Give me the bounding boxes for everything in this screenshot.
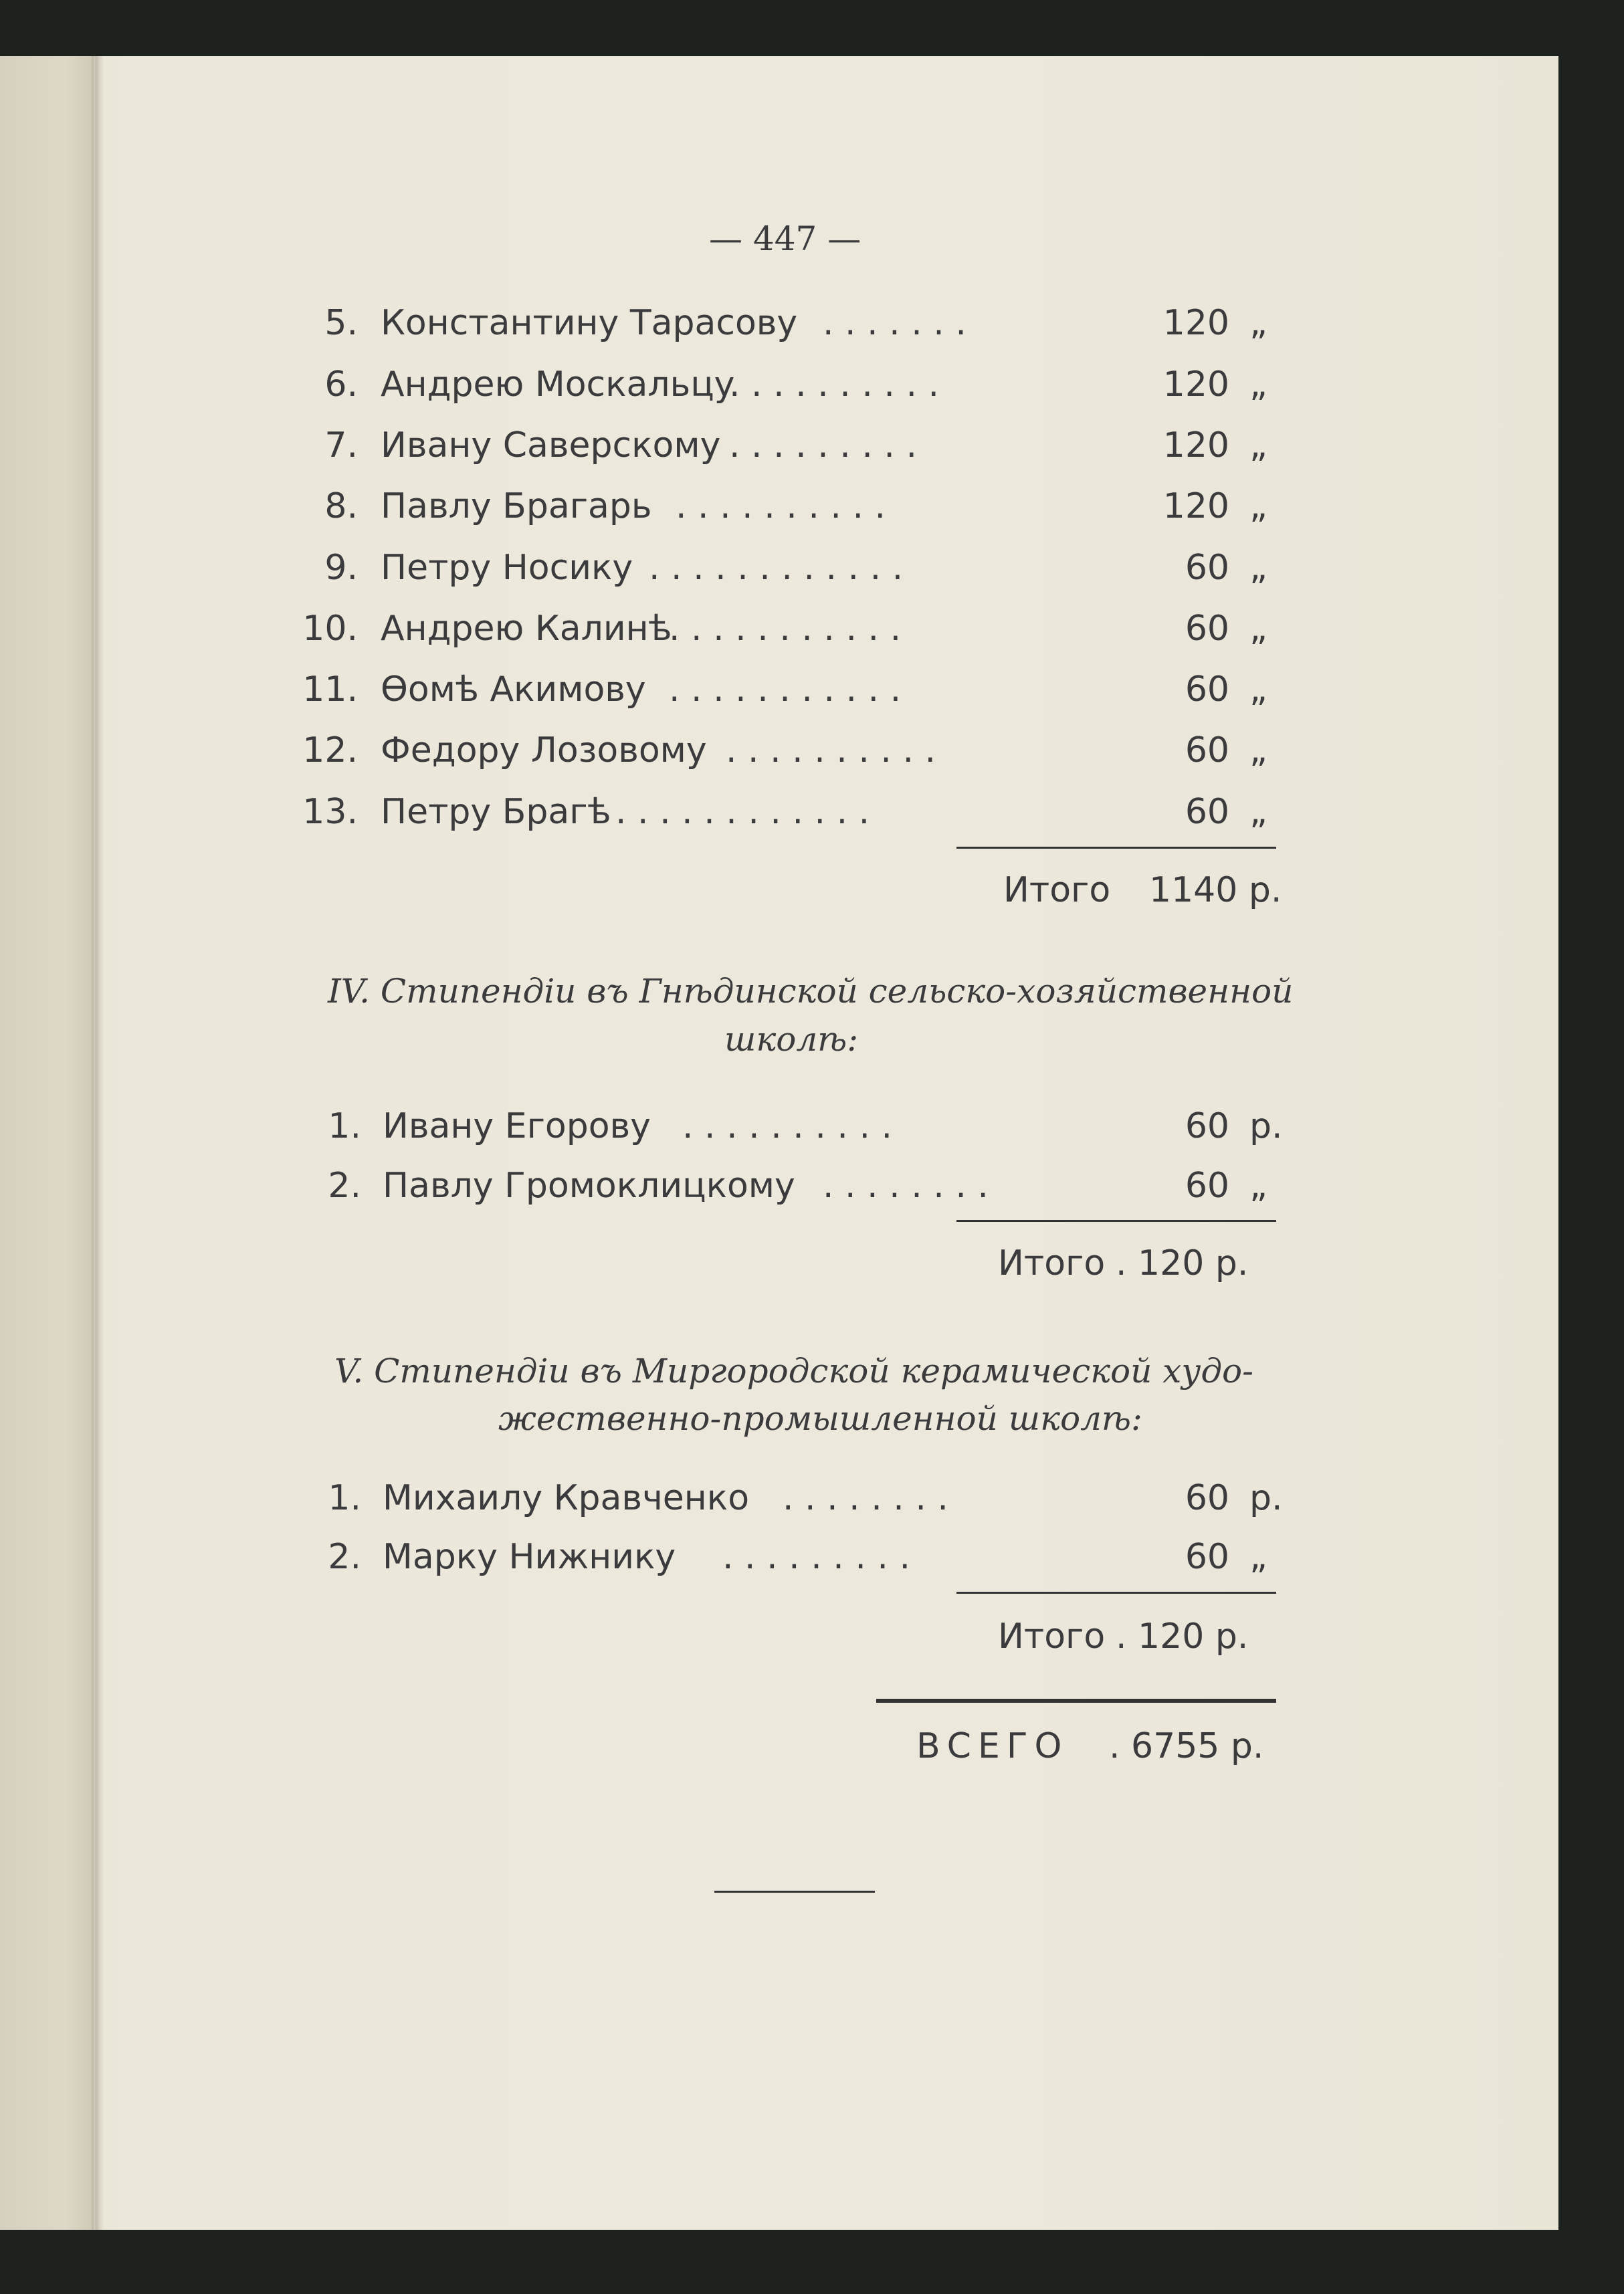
facing-page-edge: [0, 56, 94, 2230]
total-label: Итого: [1003, 870, 1111, 910]
item-amount: 120: [1162, 303, 1229, 343]
leader-dots: . . . . . . . . . . . .: [615, 792, 870, 832]
item-unit: „: [1249, 730, 1267, 770]
item-amount: 120: [1162, 486, 1229, 526]
leader-dots: . . . . . . . .: [823, 1166, 989, 1206]
leader-dots: . . . . . . . . .: [722, 1537, 910, 1577]
item-amount: 60: [1185, 669, 1229, 710]
grand-total-rule: [876, 1699, 1276, 1703]
section-heading: V. Стипендіи въ Миргородской керамической худо-: [334, 1352, 1254, 1390]
item-unit: р.: [1249, 1106, 1283, 1146]
leader-dots: . . . . . . . . . .: [726, 730, 936, 770]
item-unit: „: [1249, 669, 1267, 710]
item-amount: 60: [1185, 792, 1229, 832]
subtotal-rule: [956, 1592, 1276, 1594]
item-number: 1.: [328, 1478, 361, 1518]
item-number: 6.: [324, 364, 358, 405]
item-unit: р.: [1249, 1478, 1283, 1518]
leader-dots: . . . . . . . .: [783, 1478, 948, 1518]
item-name: Андрею Москальцу: [381, 364, 735, 405]
item-number: 13.: [302, 792, 358, 832]
item-unit: „: [1249, 1166, 1267, 1206]
item-number: 5.: [324, 303, 358, 343]
item-number: 2.: [328, 1166, 361, 1206]
item-name: Павлу Громоклицкому: [383, 1166, 795, 1206]
item-unit: „: [1249, 548, 1267, 588]
total-label: Итого: [998, 1243, 1106, 1283]
item-name: Андрею Калинѣ: [381, 609, 672, 649]
item-unit: „: [1249, 609, 1267, 649]
item-number: 7.: [324, 425, 358, 465]
leader-dots: . . . . . . . . . .: [676, 486, 886, 526]
item-amount: 60: [1185, 609, 1229, 649]
item-name: Константину Тарасову: [381, 303, 798, 343]
item-number: 9.: [324, 548, 358, 588]
subtotal-rule: [956, 1220, 1276, 1222]
item-amount: 120: [1162, 364, 1229, 405]
section-heading: IV. Стипендіи въ Гнѣдинской сельско-хозяйственной: [328, 972, 1294, 1011]
leader-dots: . . . . . . . . . .: [729, 364, 940, 405]
item-amount: 60: [1185, 730, 1229, 770]
item-amount: 60: [1185, 548, 1229, 588]
item-unit: „: [1249, 364, 1267, 405]
grand-total-value: . 6755 р.: [1109, 1726, 1264, 1766]
item-amount: 60: [1185, 1106, 1229, 1146]
leader-dots: . . . . . . . . . .: [682, 1106, 893, 1146]
item-name: Ѳомѣ Акимову: [381, 669, 646, 710]
total-value: . 120 р.: [1116, 1617, 1249, 1657]
item-name: Павлу Брагарь: [381, 486, 652, 526]
item-number: 10.: [302, 609, 358, 649]
item-name: Петру Брагѣ: [381, 792, 611, 832]
section-heading-cont: школѣ:: [724, 1020, 859, 1059]
item-name: Ивану Саверскому: [381, 425, 721, 465]
item-number: 1.: [328, 1106, 361, 1146]
leader-dots: . . . . . . . . . . . .: [649, 548, 904, 588]
item-unit: „: [1249, 303, 1267, 343]
item-amount: 60: [1185, 1537, 1229, 1577]
closing-rule: [714, 1891, 875, 1893]
item-number: 2.: [328, 1537, 361, 1577]
item-name: Ивану Егорову: [383, 1106, 651, 1146]
leader-dots: . . . . . . .: [823, 303, 967, 343]
item-unit: „: [1249, 486, 1267, 526]
total-value: . 120 р.: [1116, 1243, 1249, 1283]
total-label: Итого: [998, 1617, 1106, 1657]
item-unit: „: [1249, 1537, 1267, 1577]
section-heading-cont: жественно-промышленной школѣ:: [498, 1399, 1142, 1438]
item-number: 11.: [302, 669, 358, 710]
page-number: — 447 —: [709, 219, 861, 258]
item-name: Федору Лозовому: [381, 730, 707, 770]
page-gutter: [90, 56, 104, 2230]
item-amount: 60: [1185, 1478, 1229, 1518]
item-name: Михаилу Кравченко: [383, 1478, 750, 1518]
leader-dots: . . . . . . . . . . .: [669, 609, 902, 649]
item-name: Петру Носику: [381, 548, 633, 588]
item-amount: 60: [1185, 1166, 1229, 1206]
item-number: 12.: [302, 730, 358, 770]
item-number: 8.: [324, 486, 358, 526]
total-value: 1140 р.: [1149, 870, 1282, 910]
item-unit: „: [1249, 425, 1267, 465]
subtotal-rule: [956, 847, 1276, 849]
leader-dots: . . . . . . . . . . .: [669, 669, 902, 710]
item-unit: „: [1249, 792, 1267, 832]
item-name: Марку Нижнику: [383, 1537, 676, 1577]
grand-total-label: ВСЕГО: [916, 1726, 1069, 1766]
item-amount: 120: [1162, 425, 1229, 465]
leader-dots: . . . . . . . . .: [729, 425, 917, 465]
